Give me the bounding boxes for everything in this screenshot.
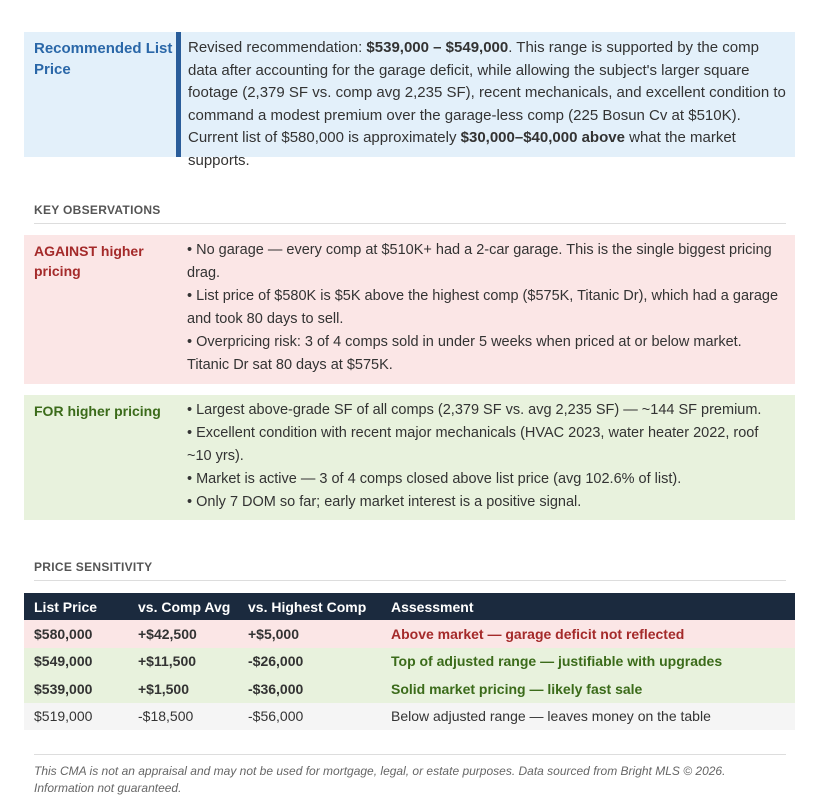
table-row — [24, 703, 795, 731]
against-list — [187, 239, 787, 377]
recommended-range: $539,000 – $549,000 — [366, 39, 509, 56]
for-observations — [24, 395, 795, 520]
against-observations — [24, 235, 795, 384]
cell-vs-comp-avg: +$11,500 — [138, 653, 197, 670]
footer-divider — [34, 754, 786, 755]
key-observations-title: KEY OBSERVATIONS — [34, 203, 161, 217]
cell-vs-highest-comp: -$56,000 — [248, 708, 304, 725]
key-observations-divider — [34, 223, 786, 224]
cell-assessment: Above market — garage deficit not reflected — [391, 625, 685, 642]
cell-assessment: Top of adjusted range — justifiable with upgrades — [391, 653, 723, 670]
table-row — [24, 620, 795, 648]
table-header-row — [24, 593, 795, 620]
for-item: • Largest above-grade SF of all comps (2,379 SF vs. avg 2,235 SF) — ~144 SF premium. — [187, 402, 762, 418]
cell-assessment: Solid market pricing — likely fast sale — [391, 680, 643, 697]
cell-assessment: Below adjusted range — leaves money on the table — [391, 708, 711, 725]
against-item: • List price of $580K is $5K above the highest comp ($575K, Titanic Dr), which had a garage and took 80 days to sell. — [187, 288, 779, 327]
header-assessment: Assessment — [381, 593, 795, 620]
cell-list-price: $539,000 — [34, 680, 93, 697]
recommendation-box — [24, 32, 795, 169]
overpricing-amount: $30,000–$40,000 above — [460, 129, 625, 146]
cell-vs-highest-comp: -$26,000 — [248, 653, 304, 670]
for-label: FOR higher pricing — [34, 403, 161, 419]
header-list-price: List Price — [24, 593, 128, 620]
cell-vs-comp-avg: -$18,500 — [138, 708, 194, 725]
price-sensitivity-table — [24, 593, 795, 730]
recommendation-text — [188, 37, 788, 172]
against-item: • Overpricing risk: 3 of 4 comps sold in under 5 weeks when priced at or below market. Titanic Dr sat 80 days at $575K. — [187, 334, 742, 373]
cell-vs-highest-comp: -$36,000 — [248, 680, 304, 697]
for-list — [187, 399, 787, 514]
recommendation-label: Recommended List Price — [34, 40, 173, 78]
header-vs-comp-avg: vs. Comp Avg — [128, 593, 238, 620]
header-vs-highest-comp: vs. Highest Comp — [238, 593, 381, 620]
price-sensitivity-divider — [34, 580, 786, 581]
recommendation-text-end: what the market supports. — [188, 129, 736, 169]
cell-list-price: $519,000 — [34, 708, 93, 725]
against-item: • No garage — every comp at $510K+ had a 2-car garage. This is the single biggest pricing drag. — [187, 242, 772, 281]
disclaimer-footer: This CMA is not an appraisal and may not be used for mortgage, legal, or estate purposes. Data sourced from Bright MLS © 2026. Information not guaranteed. — [34, 764, 726, 795]
cell-vs-highest-comp: +$5,000 — [248, 625, 299, 642]
table-row — [24, 675, 795, 703]
recommendation-text-body: . This range is supported by the comp data after accounting for the garage deficit, while allowing the subject's larger square footage (2,379 SF vs. comp avg 2,235 SF), recent mechanicals, and excellent condition to command a modest premium over the garage-less comp (225 Bosun Cv at $510K). Current list of $580,000 is approximately — [188, 39, 786, 146]
for-item: • Market is active — 3 of 4 comps closed above list price (avg 102.6% of list). — [187, 471, 682, 487]
cell-list-price: $549,000 — [34, 653, 93, 670]
recommendation-text-intro: Revised recommendation: — [188, 39, 367, 56]
for-item: • Only 7 DOM so far; early market interest is a positive signal. — [187, 494, 582, 510]
cell-vs-comp-avg: +$1,500 — [138, 680, 189, 697]
price-sensitivity-title: PRICE SENSITIVITY — [34, 560, 153, 574]
for-item: • Excellent condition with recent major mechanicals (HVAC 2023, water heater 2022, roof ~10 yrs). — [187, 425, 759, 464]
table-row — [24, 648, 795, 676]
cell-vs-comp-avg: +$42,500 — [138, 625, 197, 642]
recommendation-accent-bar — [176, 32, 181, 157]
against-label: AGAINST higher pricing — [34, 243, 144, 279]
cell-list-price: $580,000 — [34, 625, 93, 642]
